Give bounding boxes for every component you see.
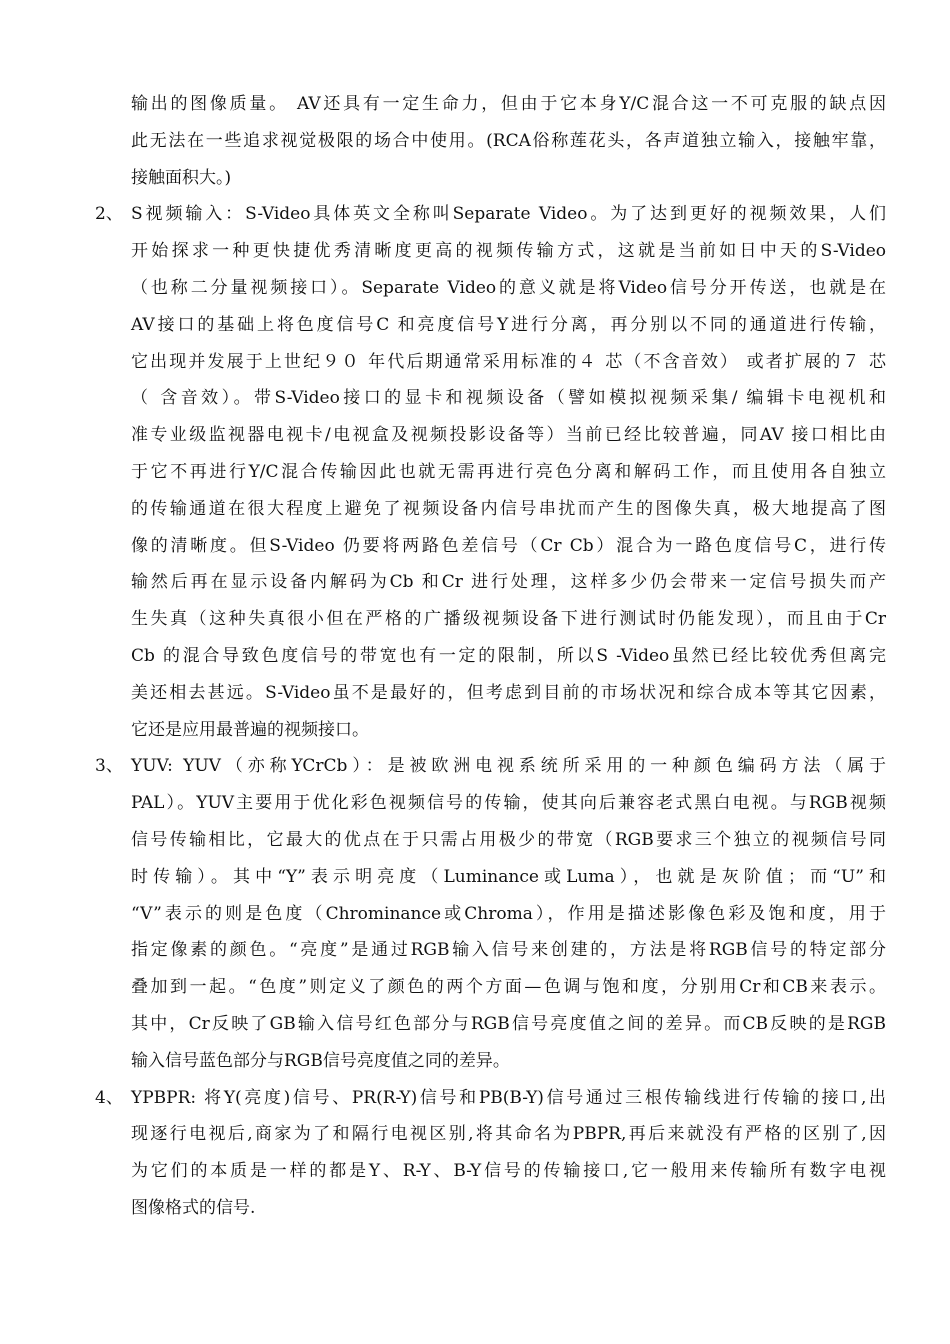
section-2-first-line (0, 196, 950, 233)
text-line (0, 1116, 950, 1153)
text-line (0, 1043, 950, 1080)
section-4-first-line (0, 1080, 950, 1117)
paragraph-line: 接触面积大。) (131, 167, 232, 188)
text-line (0, 712, 950, 749)
text-line (0, 380, 950, 417)
text-line (0, 528, 950, 565)
text-line (0, 638, 950, 675)
paragraph-line: Cb 的混合导致色度信号的带宽也有一定的限制，所以S -Video虽然已经比较优秀但离完 (131, 645, 886, 666)
text-line (0, 896, 950, 933)
paragraph-line: 此无法在一些追求视觉极限的场合中使用。(RCA俗称莲花头，各声道独立输入，接触牢靠， (131, 130, 886, 151)
text-line (0, 1006, 950, 1043)
text-line (0, 675, 950, 712)
paragraph-line: YUV: YUV（亦称YCrCb）：是被欧洲电视系统所采用的一种颜色编码方法（属于 (131, 756, 886, 777)
paragraph-line: 准专业级监视器电视卡/电视盒及视频投影设备等）当前已经比较普遍，同AV 接口相比由 (131, 425, 886, 446)
paragraph-line: 开始探求一种更快捷优秀清晰度更高的视频传输方式，这就是当前如日中天的S-Video (131, 241, 886, 262)
paragraph-line: 它还是应用最普遍的视频接口。 (131, 719, 369, 740)
paragraph-line: 输出的图像质量。 AV还具有一定生命力，但由于它本身Y/C混合这一不可克服的缺点因 (131, 94, 886, 114)
text-line (0, 1153, 950, 1190)
section-3-first-line (0, 748, 950, 785)
document-body (0, 86, 950, 1227)
paragraph-line: 信号传输相比，它最大的优点在于只需占用极少的带宽（RGB要求三个独立的视频信号同 (131, 829, 886, 850)
paragraph-line: 指定像素的颜色。“亮度”是通过RGB输入信号来创建的，方法是将RGB信号的特定部分 (131, 940, 886, 961)
text-line (0, 344, 950, 381)
paragraph-line: 其中，Cr反映了GB输入信号红色部分与RGB信号亮度值之间的差异。而CB反映的是RGB (131, 1013, 886, 1034)
paragraph-line: 为它们的本质是一样的都是Y、R-Y、B-Y信号的传输接口,它一般用来传输所有数字电视 (131, 1161, 886, 1182)
paragraph-line: AV接口的基础上将色度信号C 和亮度信号Y进行分离，再分别以不同的通道进行传输， (131, 314, 886, 335)
paragraph-line: 现逐行电视后,商家为了和隔行电视区别,将其命名为PBPR,再后来就没有严格的区别了,因 (131, 1124, 886, 1145)
paragraph-line: 美还相去甚远。S-Video虽不是最好的，但考虑到目前的市场状况和综合成本等其它因素， (131, 682, 886, 703)
text-line (0, 270, 950, 307)
paragraph-line: 它出现并发展于上世纪９０ 年代后期通常采用标准的４ 芯（不含音效） 或者扩展的７ 芯 (131, 351, 886, 372)
text-line (0, 822, 950, 859)
paragraph-line: 的传输通道在很大程度上避免了视频设备内信号串扰而产生的图像失真，极大地提高了图 (131, 498, 886, 519)
text-line (0, 454, 950, 491)
text-line (0, 123, 950, 160)
paragraph-line: PAL）。YUV主要用于优化彩色视频信号的传输，使其向后兼容老式黑白电视。与RGB视频 (131, 793, 886, 814)
text-line (0, 307, 950, 344)
paragraph-line: 输然后再在显示设备内解码为Cb 和Cr 进行处理，这样多少仍会带来一定信号损失而产 (131, 572, 886, 593)
text-line (0, 932, 950, 969)
paragraph-line: YPBPR: 将Y(亮度)信号、PR(R-Y)信号和PB(B-Y)信号通过三根传输线进行传输的接口,出 (131, 1087, 886, 1108)
text-line (0, 859, 950, 896)
paragraph-line: S视频输入：S-Video具体英文全称叫Separate Video。为了达到更好的视频效果，人们 (131, 204, 886, 225)
paragraph-line: 输入信号蓝色部分与RGB信号亮度值之同的差异。 (131, 1050, 510, 1071)
paragraph-line: 时传输）。其中“Y”表示明亮度（Luminance或Luma），也就是灰阶值；而“U”和 (131, 866, 886, 887)
section-number: 2、 (95, 204, 123, 225)
paragraph-line: 叠加到一起。“色度”则定义了颜色的两个方面—色调与饱和度，分别用Cr和CB来表示。 (131, 977, 886, 998)
text-line (0, 785, 950, 822)
text-line (0, 969, 950, 1006)
paragraph-line: （也称二分量视频接口）。Separate Video的意义就是将Video信号分开传送，也就是在 (131, 277, 886, 298)
text-line (0, 86, 950, 123)
text-line (0, 233, 950, 270)
text-line (0, 160, 950, 197)
paragraph-line: 于它不再进行Y/C混合传输因此也就无需再进行亮色分离和解码工作，而且使用各自独立 (131, 461, 886, 482)
text-line (0, 1190, 950, 1227)
paragraph-line: （ 含音效）。带S-Video接口的显卡和视频设备（譬如模拟视频采集/ 编辑卡电视机和 (131, 388, 886, 409)
section-number: 3、 (95, 756, 123, 777)
paragraph-line: “V”表示的则是色度（Chrominance或Chroma），作用是描述影像色彩及饱和度，用于 (131, 903, 886, 924)
paragraph-line: 像的清晰度。但S-Video 仍要将两路色差信号（Cr Cb）混合为一路色度信号C，进行传 (131, 535, 886, 556)
text-line (0, 417, 950, 454)
paragraph-line: 图像格式的信号. (131, 1197, 256, 1218)
paragraph-line: 生失真（这种失真很小但在严格的广播级视频设备下进行测试时仍能发现），而且由于Cr (131, 609, 886, 630)
text-line (0, 564, 950, 601)
section-number: 4、 (95, 1087, 123, 1108)
text-line (0, 601, 950, 638)
text-line (0, 491, 950, 528)
